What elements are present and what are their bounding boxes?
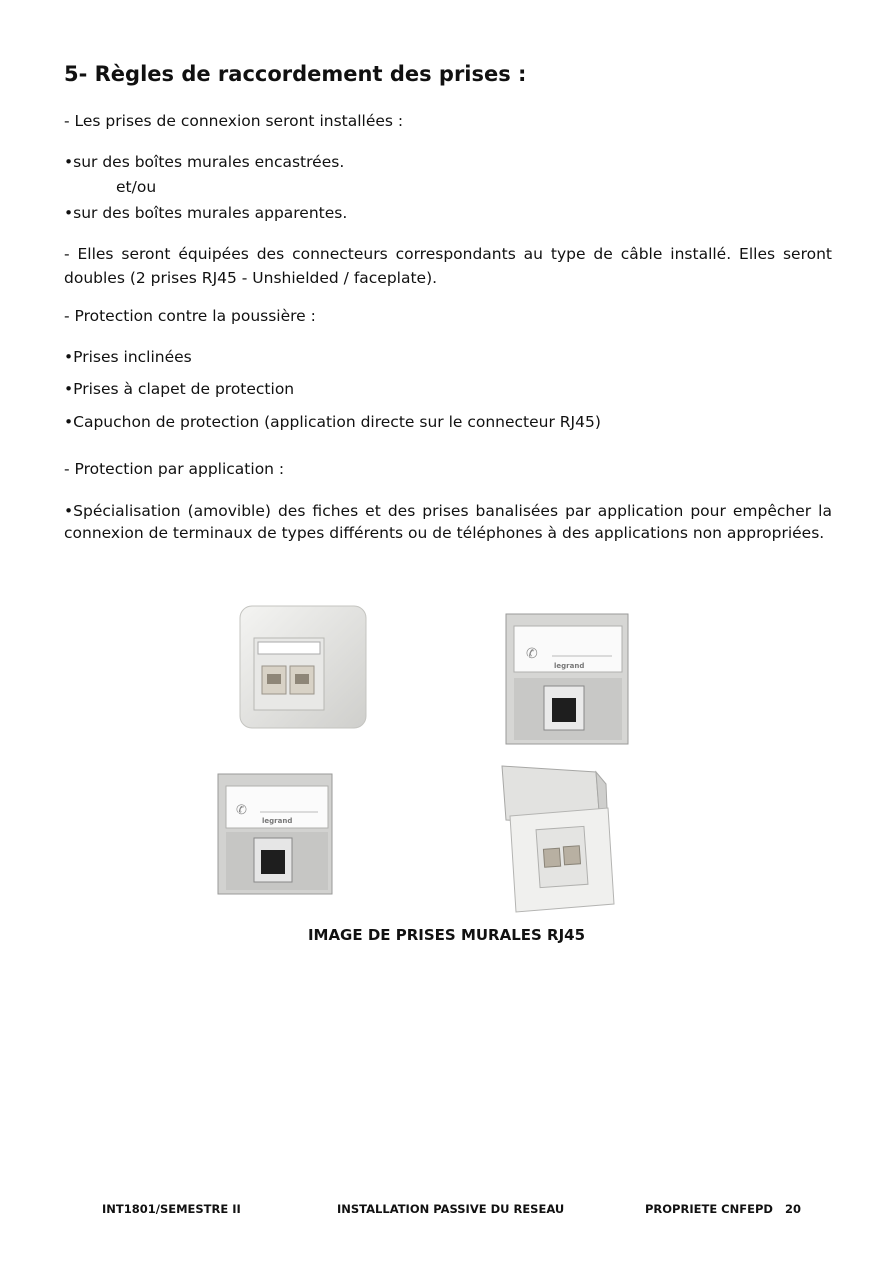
installation-intro: - Les prises de connexion seront installées : — [64, 112, 404, 130]
dust-protection-intro: - Protection contre la poussière : — [64, 307, 316, 325]
footer-course: INT1801/SEMESTRE II — [102, 1202, 241, 1216]
dust-item-inclined: •Prises inclinées — [64, 348, 192, 366]
svg-text:✆: ✆ — [526, 646, 538, 662]
section-title: 5- Règles de raccordement des prises : — [64, 62, 527, 86]
svg-text:✆: ✆ — [236, 803, 247, 818]
legrand-logo-top: legrand — [554, 662, 585, 670]
equipment-paragraph: - Elles seront équipées des connecteurs correspondants au type de câble installé. Elles seront doubles (2 prises RJ45 - Unshielded / faceplate). — [64, 245, 832, 287]
bullet-surface-boxes: •sur des boîtes murales apparentes. — [64, 204, 348, 222]
dust-item-flap: •Prises à clapet de protection — [64, 380, 295, 398]
legrand-angled-faceplate-photo — [214, 772, 336, 898]
footer-subject: INSTALLATION PASSIVE DU RESEAU — [337, 1202, 565, 1216]
dust-item-cap: •Capuchon de protection (application directe sur le connecteur RJ45) — [64, 413, 601, 431]
legrand-faceplate-photo — [502, 612, 632, 747]
figure-caption: IMAGE DE PRISES MURALES RJ45 — [307, 926, 586, 944]
footer-page-number: 20 — [785, 1202, 802, 1216]
or-connector: et/ou — [116, 178, 157, 196]
application-protection-intro: - Protection par application : — [64, 460, 285, 478]
footer-owner: PROPRIETE CNFEPD — [645, 1202, 773, 1216]
surface-box-photo — [234, 600, 374, 735]
open-box-faceplate-photo — [496, 762, 620, 916]
legrand-logo-bottom: legrand — [262, 817, 293, 825]
application-paragraph: •Spécialisation (amovible) des fiches et des prises banalisées par application pour empêcher la connexion de terminaux de types différents ou de téléphones à des applications non appropriées. — [64, 502, 832, 542]
bullet-recessed-boxes: •sur des boîtes murales encastrées. — [64, 153, 345, 171]
